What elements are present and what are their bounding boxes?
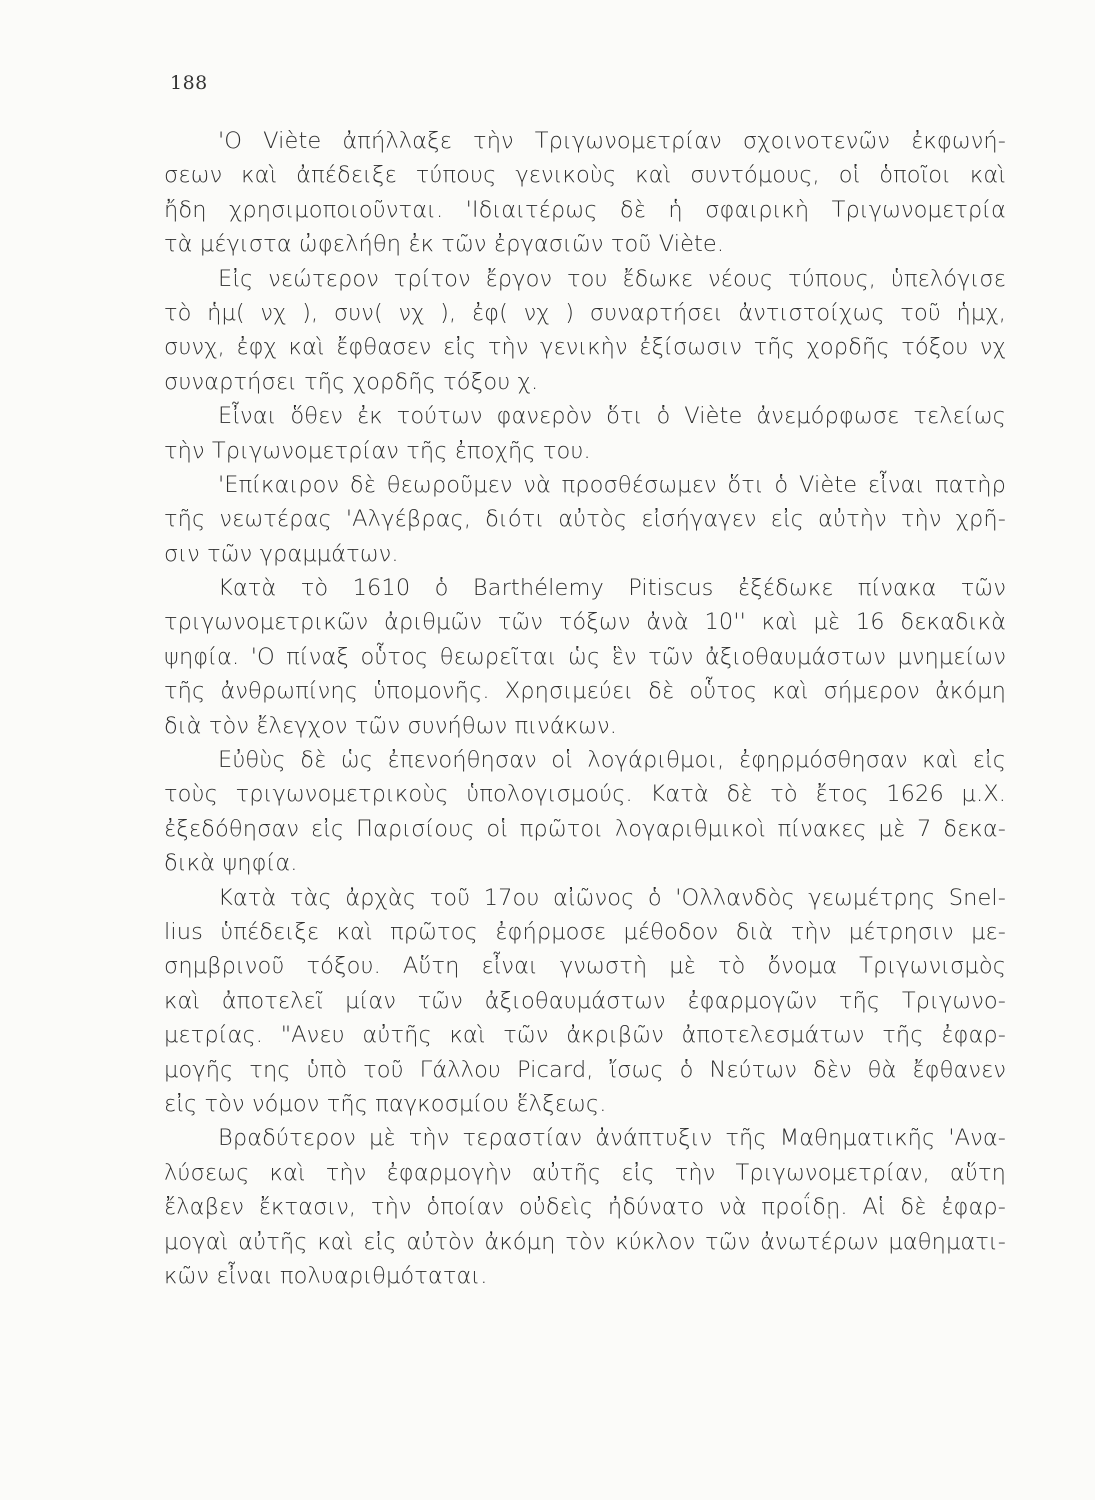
text-line: ἐξεδόθησαν εἰς Παρισίους οἱ πρῶτοι λογαριθμικοὶ πίνακες μὲ 7 δεκα- bbox=[164, 815, 1006, 842]
text-line: μετρίας. "Ανευ αὐτῆς καὶ τῶν ἀκριβῶν ἀποτελεσμάτων τῆς ἐφαρ- bbox=[164, 1022, 1006, 1049]
text-line: τὰ μέγιστα ὠφελήθη ἐκ τῶν ἐργασιῶν τοῦ Viète. bbox=[164, 231, 725, 258]
text-line: διὰ τὸν ἔλεγχον τῶν συνήθων πινάκων. bbox=[164, 712, 617, 739]
text-line: 'Ο Viète ἀπήλλαξε τὴν Τριγωνομετρίαν σχοινοτενῶν ἐκφωνή- bbox=[218, 128, 1006, 154]
text-line: σιν τῶν γραμμάτων. bbox=[164, 540, 399, 567]
text-line: συναρτήσει τῆς χορδῆς τόξου χ. bbox=[164, 368, 539, 395]
text-line: σεων καὶ ἀπέδειξε τύπους γενικοὺς καὶ συντόμους, οἱ ὁποῖοι καὶ bbox=[164, 162, 1006, 189]
text-line: lius ὑπέδειξε καὶ πρῶτος ἐφήρμοσε μέθοδον διὰ τὴν μέτρησιν με- bbox=[164, 918, 1006, 945]
text-line: σημβρινοῦ τόξου. Αὕτη εἶναι γνωστὴ μὲ τὸ ὄνομα Τριγωνισμὸς bbox=[164, 953, 1006, 980]
text-line: ψηφία. 'Ο πίναξ οὗτος θεωρεῖται ὡς ἓν τῶν ἀξιοθαυμάστων μνημείων bbox=[164, 643, 1006, 670]
text-line: Εἰς νεώτερον τρίτον ἔργον του ἔδωκε νέους τύπους, ὑπελόγισε bbox=[218, 265, 1006, 292]
text-line: τὴν Τριγωνομετρίαν τῆς ἐποχῆς του. bbox=[164, 437, 591, 464]
text-line: εἰς τὸν νόμον τῆς παγκοσμίου ἕλξεως. bbox=[164, 1090, 607, 1117]
text-line: Κατὰ τὰς ἀρχὰς τοῦ 17ου αἰῶνος ὁ 'Ολλανδὸς γεωμέτρης Snel- bbox=[218, 884, 1006, 911]
text-line: λύσεως καὶ τὴν ἐφαρμογὴν αὐτῆς εἰς τὴν Τριγωνομετρίαν, αὕτη bbox=[164, 1159, 1006, 1186]
text-line: Εἶναι ὅθεν ἐκ τούτων φανερὸν ὅτι ὁ Viète ἀνεμόρφωσε τελείως bbox=[218, 403, 1006, 430]
text-line: κῶν εἶναι πολυαριθμόταται. bbox=[164, 1262, 488, 1289]
text-line: Εὐθὺς δὲ ὡς ἐπενοήθησαν οἱ λογάριθμοι, ἐφηρμόσθησαν καὶ εἰς bbox=[218, 747, 1006, 774]
body-text bbox=[164, 124, 1006, 1293]
text-line: 'Επίκαιρον δὲ θεωροῦμεν νὰ προσθέσωμεν ὅτι ὁ Viète εἶναι πατὴρ bbox=[218, 471, 1006, 498]
text-line: ἔλαβεν ἔκτασιν, τὴν ὁποίαν οὐδεὶς ἠδύνατο νὰ προΐδῃ. Αἱ δὲ ἐφαρ- bbox=[164, 1194, 1006, 1221]
text-line: μογῆς της ὑπὸ τοῦ Γάλλου Picard, ἴσως ὁ Νεύτων δὲν θὰ ἔφθανεν bbox=[164, 1056, 1006, 1083]
text-line: τὸ ἡμ( νχ ), συν( νχ ), ἐφ( νχ ) συναρτήσει ἀντιστοίχως τοῦ ἡμχ, bbox=[164, 299, 1006, 326]
text-line: τριγωνομετρικῶν ἀριθμῶν τῶν τόξων ἀνὰ 10'' καὶ μὲ 16 δεκαδικὰ bbox=[164, 609, 1006, 636]
text-line: Κατὰ τὸ 1610 ὁ Barthélemy Pitiscus ἐξέδωκε πίνακα τῶν bbox=[218, 575, 1006, 602]
text-line: τῆς ἀνθρωπίνης ὑπομονῆς. Χρησιμεύει δὲ οὗτος καὶ σήμερον ἀκόμη bbox=[164, 678, 1006, 705]
text-line: καὶ ἀποτελεῖ μίαν τῶν ἀξιοθαυμάστων ἐφαρμογῶν τῆς Τριγωνο- bbox=[164, 987, 1006, 1014]
text-line: ἤδη χρησιμοποιοῦνται. 'Ιδιαιτέρως δὲ ἡ σφαιρικὴ Τριγωνομετρία bbox=[164, 196, 1006, 223]
text-line: τῆς νεωτέρας 'Αλγέβρας, διότι αὐτὸς εἰσήγαγεν εἰς αὐτὴν τὴν χρῆ- bbox=[164, 506, 1006, 533]
page-number: 188 bbox=[170, 72, 208, 94]
text-line: μογαὶ αὐτῆς καὶ εἰς αὐτὸν ἀκόμη τὸν κύκλον τῶν ἀνωτέρων μαθηματι- bbox=[164, 1228, 1006, 1255]
text-line: τοὺς τριγωνομετρικοὺς ὑπολογισμούς. Κατὰ δὲ τὸ ἔτος 1626 μ.Χ. bbox=[164, 781, 1006, 808]
text-line: δικὰ ψηφία. bbox=[164, 850, 298, 877]
text-line: Βραδύτερον μὲ τὴν τεραστίαν ἀνάπτυξιν τῆς Μαθηματικῆς 'Ανα- bbox=[218, 1125, 1006, 1152]
text-line: συνχ, ἐφχ καὶ ἔφθασεν εἰς τὴν γενικὴν ἐξίσωσιν τῆς χορδῆς τόξου νχ bbox=[164, 334, 1006, 361]
